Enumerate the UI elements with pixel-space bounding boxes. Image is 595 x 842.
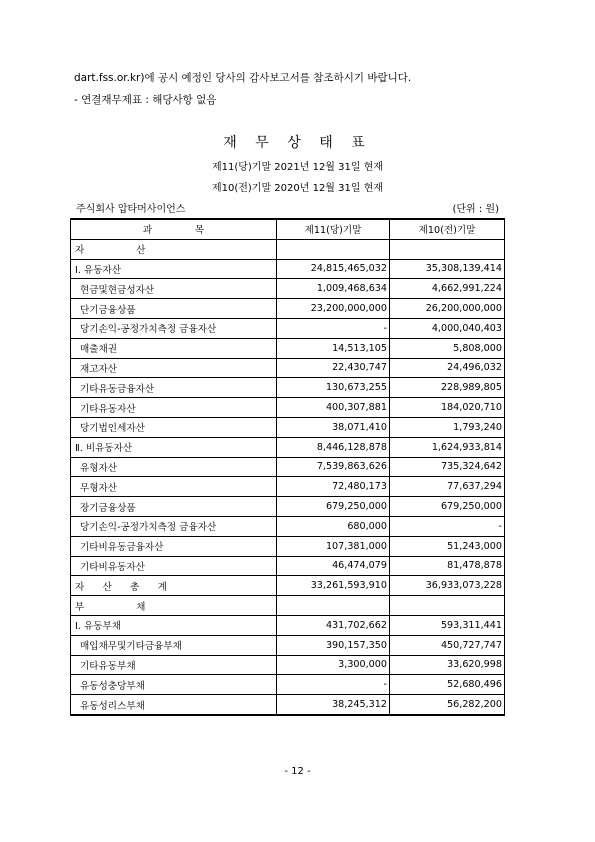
table-header-row	[71, 219, 505, 239]
intro-line-1: dart.fss.or.kr)에 공시 예정인 당사의 감사보고서를 참조하시기 바랍니다.	[74, 72, 412, 84]
account-cell: 유동성리스부채	[71, 695, 277, 715]
account-cell: 유동성충당부채	[71, 675, 277, 695]
table-row	[71, 457, 505, 477]
account-cell: 기타비유동금융자산	[71, 536, 277, 556]
account-cell: 매출채권	[71, 338, 277, 358]
table-row	[71, 635, 505, 655]
balance-sheet-table	[70, 218, 505, 716]
prior-value-cell	[390, 239, 505, 259]
intro-line-2: - 연결재무제표 : 해당사항 없음	[74, 94, 217, 106]
current-value-cell	[277, 239, 390, 259]
account-cell: Ⅰ. 유동자산	[71, 259, 277, 279]
account-cell: 당기손익-공정가치측정 금융자산	[71, 318, 277, 338]
current-value-cell: 130,673,255	[277, 378, 390, 398]
account-cell: 기타유동부채	[71, 655, 277, 675]
prior-value-cell	[390, 596, 505, 616]
prior-value-cell: 1,624,933,814	[390, 437, 505, 457]
prior-value-cell: 51,243,000	[390, 536, 505, 556]
current-value-cell: 390,157,350	[277, 635, 390, 655]
table-row	[71, 536, 505, 556]
account-cell: 단기금융상품	[71, 299, 277, 319]
prior-value-cell: 36,933,073,228	[390, 576, 505, 596]
table-row	[71, 318, 505, 338]
account-cell: 재고자산	[71, 358, 277, 378]
table-row	[71, 358, 505, 378]
account-cell: 부 채	[71, 596, 277, 616]
statement-title: 재 무 상 태 표	[223, 135, 372, 151]
table-row	[71, 497, 505, 517]
account-cell: 유형자산	[71, 457, 277, 477]
table-row	[71, 417, 505, 437]
current-value-cell: 107,381,000	[277, 536, 390, 556]
page-number: - 12 -	[284, 766, 311, 777]
account-cell: 자 산	[71, 239, 277, 259]
table-row	[71, 398, 505, 418]
prior-value-cell: 228,989,805	[390, 378, 505, 398]
table-row	[71, 378, 505, 398]
current-value-cell: 680,000	[277, 516, 390, 536]
current-value-cell: 7,539,863,626	[277, 457, 390, 477]
prior-value-cell: 35,308,139,414	[390, 259, 505, 279]
table-row	[71, 655, 505, 675]
current-value-cell: 1,009,468,634	[277, 279, 390, 299]
account-cell: 당기손익-공정가치측정 금융자산	[71, 516, 277, 536]
prior-value-cell: 450,727,747	[390, 635, 505, 655]
company-name: 주식회사 압타머사이언스	[76, 204, 186, 215]
current-period: 제11(당)기말 2021년 12월 31일 현재	[211, 162, 384, 173]
account-cell: 현금및현금성자산	[71, 279, 277, 299]
current-value-cell: 3,300,000	[277, 655, 390, 675]
current-value-cell: 24,815,465,032	[277, 259, 390, 279]
prior-value-cell: 679,250,000	[390, 497, 505, 517]
table-row	[71, 576, 505, 596]
prior-value-cell: -	[390, 516, 505, 536]
account-cell: 당기법인세자산	[71, 417, 277, 437]
account-cell: 매입채무및기타금융부채	[71, 635, 277, 655]
current-value-cell: 14,513,105	[277, 338, 390, 358]
current-value-cell: 38,071,410	[277, 417, 390, 437]
prior-value-cell: 81,478,878	[390, 556, 505, 576]
account-cell: 무형자산	[71, 477, 277, 497]
table-row	[71, 299, 505, 319]
prior-value-cell: 4,662,991,224	[390, 279, 505, 299]
prior-value-cell: 735,324,642	[390, 457, 505, 477]
prior-value-cell: 593,311,441	[390, 615, 505, 635]
current-value-cell	[277, 596, 390, 616]
account-cell: 기타비유동자산	[71, 556, 277, 576]
table-row	[71, 477, 505, 497]
account-cell: 장기금융상품	[71, 497, 277, 517]
current-value-cell: 8,446,128,878	[277, 437, 390, 457]
header-current: 제11(당)기말	[277, 219, 390, 239]
table-row	[71, 675, 505, 695]
prior-value-cell: 24,496,032	[390, 358, 505, 378]
account-cell: Ⅱ. 비유동자산	[71, 437, 277, 457]
table-row	[71, 259, 505, 279]
prior-value-cell: 4,000,040,403	[390, 318, 505, 338]
current-value-cell: 22,430,747	[277, 358, 390, 378]
table-row	[71, 279, 505, 299]
prior-value-cell: 5,808,000	[390, 338, 505, 358]
current-value-cell: 33,261,593,910	[277, 576, 390, 596]
unit-label: (단위 : 원)	[452, 204, 499, 215]
table-row	[71, 556, 505, 576]
prior-period: 제10(전)기말 2020년 12월 31일 현재	[211, 183, 384, 194]
current-value-cell: 400,307,881	[277, 398, 390, 418]
account-cell: 자 산 총 계	[71, 576, 277, 596]
header-account: 과 목	[71, 219, 277, 239]
prior-value-cell: 26,200,000,000	[390, 299, 505, 319]
account-cell: Ⅰ. 유동부채	[71, 615, 277, 635]
table-row	[71, 695, 505, 715]
account-cell: 기타유동금융자산	[71, 378, 277, 398]
prior-value-cell: 52,680,496	[390, 675, 505, 695]
table-row	[71, 239, 505, 259]
prior-value-cell: 184,020,710	[390, 398, 505, 418]
current-value-cell: 72,480,173	[277, 477, 390, 497]
table-row	[71, 437, 505, 457]
prior-value-cell: 1,793,240	[390, 417, 505, 437]
current-value-cell: 46,474,079	[277, 556, 390, 576]
prior-value-cell: 33,620,998	[390, 655, 505, 675]
current-value-cell: 679,250,000	[277, 497, 390, 517]
table-row	[71, 338, 505, 358]
table-row	[71, 615, 505, 635]
table-row	[71, 516, 505, 536]
current-value-cell: 38,245,312	[277, 695, 390, 715]
account-cell: 기타유동자산	[71, 398, 277, 418]
prior-value-cell: 77,637,294	[390, 477, 505, 497]
current-value-cell: -	[277, 318, 390, 338]
header-prior: 제10(전)기말	[390, 219, 505, 239]
current-value-cell: 23,200,000,000	[277, 299, 390, 319]
table-row	[71, 596, 505, 616]
current-value-cell: -	[277, 675, 390, 695]
current-value-cell: 431,702,662	[277, 615, 390, 635]
prior-value-cell: 56,282,200	[390, 695, 505, 715]
